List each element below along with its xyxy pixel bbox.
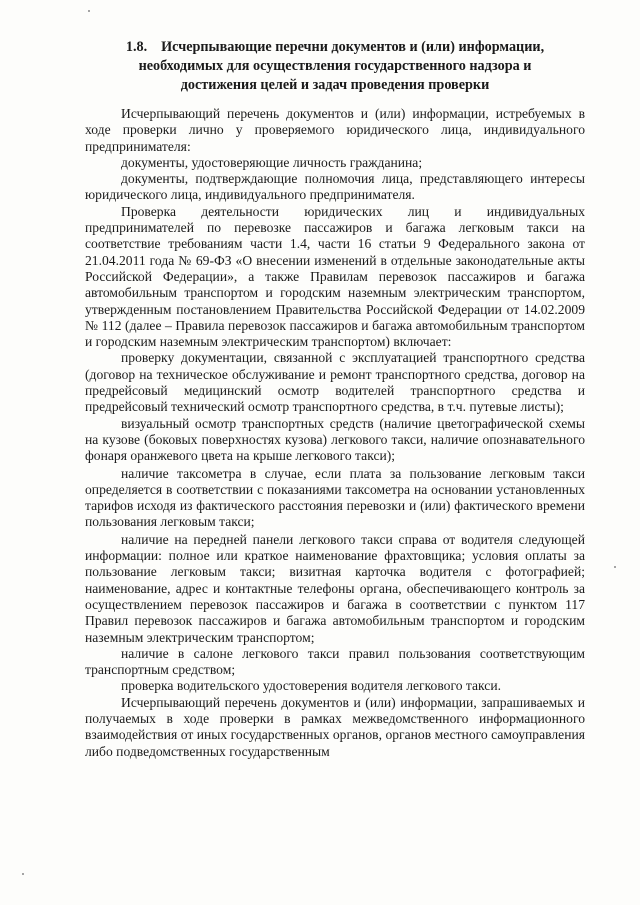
paragraph: Проверка деятельности юридических лиц и индивидуальных предпринимателей по перевозке пассажиров и багажа легковым такси на соответствие требованиям части 1.4, части 16 статьи 9 Федерального закона от 21.04.2011 года № 69-ФЗ «О внесении изменений в отдельные законодательные акты Российской Федерации», а также Правилам перевозок пассажиров и багажа автомобильным транспортом и городским наземным электрическим транспортом, утвержденным постановлением Правительства Российской Федерации от 14.02.2009 № 112 (далее – Правила перевозок пассажиров и багажа автомобильным транспортом и городским наземным электрическим транспортом) включает: [85, 203, 585, 350]
paragraph: проверку документации, связанной с эксплуатацией транспортного средства (договор на техническое обслуживание и ремонт транспортного средства, договор на предрейсовый медицинский осмотр водителей транспортного средства и предрейсовый технический осмотр транспортного средства, в т.ч. путевые листы); [85, 350, 585, 415]
paragraph: наличие на передней панели легкового такси справа от водителя следующей информации: полное или краткое наименование фрахтовщика; условия оплаты за пользование легковым такси; визитная карточка водителя с фотографией; наименование, адрес и контактные телефоны органа, обеспечивающего контроль за осуществлением перевозок пассажиров и багажа в соответствии с пунктом 117 Правил перевозок пассажиров и багажа автомобильным транспортом и городским наземным электрическим транспортом; [85, 531, 585, 645]
paragraph: наличие таксометра в случае, если плата за пользование легковым такси определяется в соответствии с показаниями таксометра на основании установленных тарифов исходя из фактического расстояния перевозки и (или) фактического времени пользования легковым такси; [85, 465, 585, 530]
scan-speck [22, 873, 24, 875]
section-title: Исчерпывающие перечни документов и (или) информации, необходимых для осуществления государственного надзора и достижения целей и задач проведения проверки [138, 39, 545, 93]
section-heading [100, 38, 570, 95]
section-number: 1.8. [125, 39, 148, 55]
paragraph: проверка водительского удостоверения водителя легкового такси. [121, 678, 502, 694]
paragraph: документы, подтверждающие полномочия лица, представляющего интересы юридического лица, индивидуального предпринимателя. [85, 171, 585, 203]
paragraph: наличие в салоне легкового такси правил пользования соответствующим транспортным средством; [85, 645, 585, 678]
paragraph: документы, удостоверяющие личность гражданина; [121, 154, 423, 170]
paragraph: Исчерпывающий перечень документов и (или) информации, запрашиваемых и получаемых в ходе проверки в рамках межведомственного информационного взаимодействия от иных государственных органов, органов местного самоуправления либо подведомственных государственным [85, 694, 585, 759]
paragraph: Исчерпывающий перечень документов и (или) информации, истребуемых в ходе проверки лично у проверяемого юридического лица, индивидуального предпринимателя: [85, 106, 585, 154]
scan-speck [88, 10, 90, 12]
scan-speck [614, 566, 616, 568]
document-body [85, 106, 585, 760]
paragraph: визуальный осмотр транспортных средств (наличие цветографической схемы на кузове (боковых поверхностях кузова) легкового такси, наличие опознавательного фонаря оранжевого цвета на крыше легкового такси); [85, 415, 585, 464]
